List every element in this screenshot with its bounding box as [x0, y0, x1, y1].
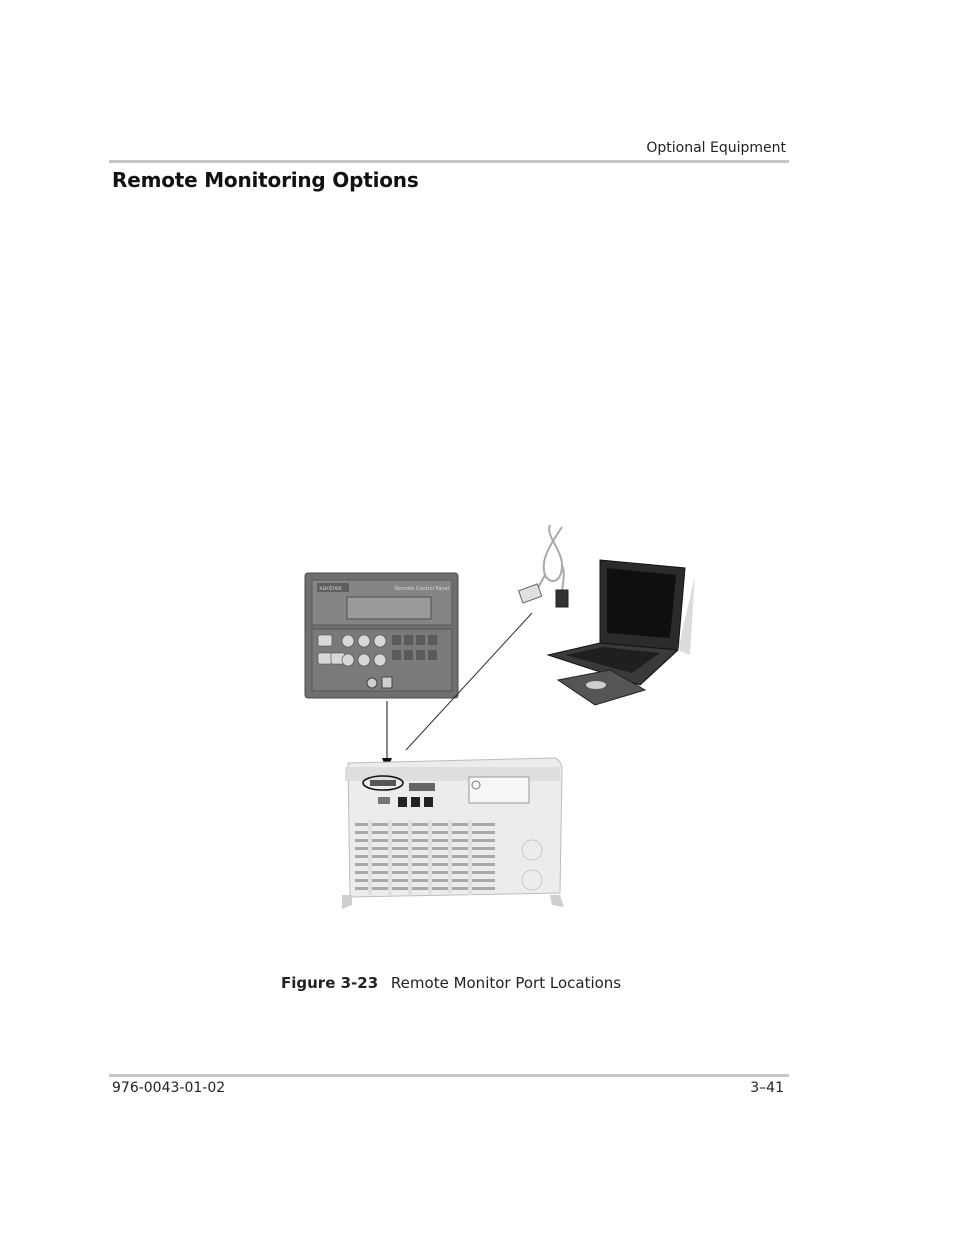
adapter-plug	[556, 590, 568, 607]
header-rule	[109, 160, 789, 163]
serial-cable	[535, 525, 564, 593]
running-header: Optional Equipment	[646, 140, 786, 156]
footer-rule	[109, 1074, 789, 1077]
db9-connector	[519, 584, 542, 603]
footer-doc-number: 976-0043-01-02	[112, 1080, 226, 1096]
section-title: Remote Monitoring Options	[112, 168, 419, 192]
inverter-unit	[342, 758, 564, 909]
figure-caption	[281, 974, 621, 992]
lcd-display	[347, 597, 431, 619]
footer-page-number: 3–41	[750, 1080, 784, 1096]
figure-illustration	[300, 505, 700, 925]
figure-title: Remote Monitor Port Locations	[390, 974, 622, 992]
laptop-computer	[548, 560, 695, 705]
panel-brand-text: xantrex	[319, 585, 342, 592]
remote-control-panel	[305, 573, 458, 698]
figure-number: Figure 3-23	[281, 974, 379, 992]
panel-title-text: Remote Control Panel	[395, 586, 450, 592]
